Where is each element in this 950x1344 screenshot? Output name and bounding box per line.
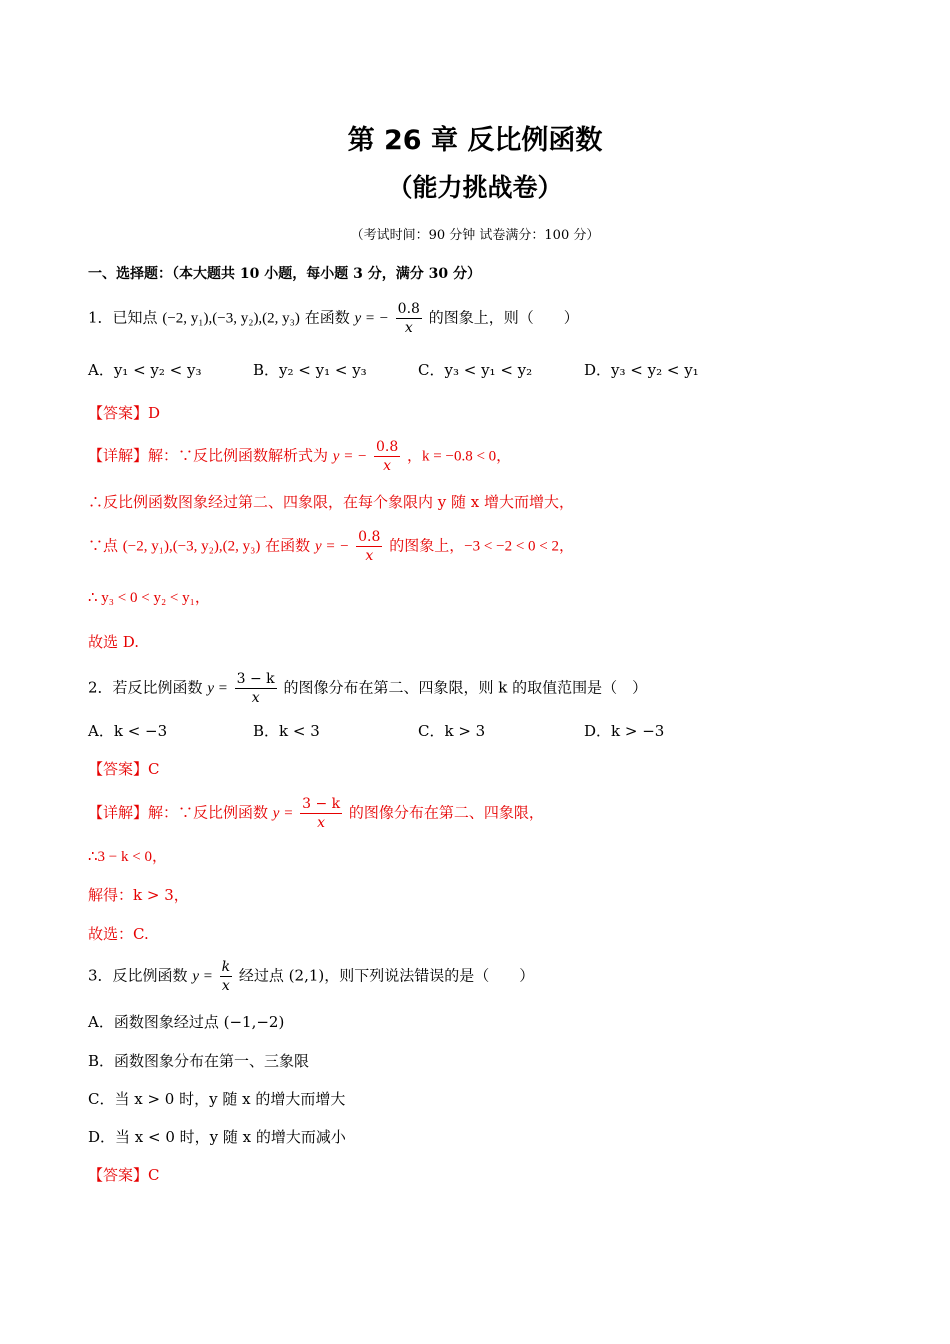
q1-detail-line-1 [88, 440, 511, 473]
q2-option-c: C．k > 3 [418, 722, 486, 740]
q2-fraction-numerator: 3 − k [236, 671, 275, 687]
q1-answer: 【答案】D [88, 404, 161, 422]
q1-option-d: D．y₃ < y₂ < y₁ [584, 361, 699, 379]
q3-fraction-numerator: k [221, 959, 231, 975]
q2-detail-line-3: 解得：k > 3， [88, 886, 189, 904]
q3-func-lhs: y = [192, 968, 213, 985]
q2-detail-line-4: 故选：C. [88, 925, 149, 943]
q1-fraction-numerator: 0.8 [397, 301, 420, 317]
q2-detail-suffix: 的图像分布在第二、四象限， [348, 803, 544, 822]
q1-suffix: 的图象上，则（ ） [428, 308, 579, 327]
question-3-stem [88, 960, 534, 993]
section-heading: 一、选择题：（本大题共 10 小题，每小题 3 分，满分 30 分） [88, 266, 481, 282]
q2-option-d: D．k > −3 [584, 722, 665, 740]
q3-fraction-denominator: x [221, 978, 230, 994]
q1-option-c: C．y₃ < y₁ < y₂ [418, 361, 533, 379]
q2-fraction-denominator: x [251, 690, 260, 706]
q1-fraction [396, 302, 422, 335]
q1-option-b: B．y₂ < y₁ < y₃ [253, 361, 367, 379]
q1-line3-prefix: ∵点 [88, 536, 119, 555]
q2-detail-func-lhs: y = [272, 805, 294, 822]
q2-detail-numerator: 3 − k [302, 796, 341, 812]
q1-detail-line-2: ∴反比例函数图象经过第二、四象限，在每个象限内 y 随 x 增大而增大， [88, 493, 575, 511]
q2-suffix: 的图像分布在第二、四象限，则 k 的取值范围是（ ） [283, 678, 648, 697]
q3-prefix: 3．反比例函数 [88, 966, 188, 985]
q1-detail-numerator: 0.8 [375, 439, 399, 455]
q1-detail-suffix: ，k = −0.8 < 0， [407, 448, 512, 465]
q1-line3-numerator: 0.8 [358, 529, 381, 545]
exam-meta: （考试时间：90 分钟 试卷满分：100 分） [350, 228, 600, 243]
q3-option-c: C．当 x > 0 时，y 随 x 的增大而增大 [88, 1090, 346, 1108]
q1-line3-mid: 在函数 [265, 536, 311, 555]
q1-mid: 在函数 [304, 308, 350, 327]
q1-detail-line-3 [88, 530, 574, 563]
q1-fraction-denominator: x [404, 320, 413, 336]
q1-func-lhs: y = − [354, 310, 389, 327]
q3-answer: 【答案】C [88, 1166, 160, 1184]
q2-option-a: A．k < −3 [88, 722, 168, 740]
q3-fraction [220, 960, 232, 993]
q3-suffix: 经过点 (2,1)，则下列说法错误的是（ ） [238, 966, 535, 985]
q1-line3-func-lhs: y = − [314, 538, 350, 555]
q1-detail-denominator: x [383, 458, 392, 474]
q2-detail-prefix: 【详解】解：∵反比例函数 [88, 803, 269, 822]
q1-detail-func-lhs: y = − [332, 448, 368, 465]
q1-detail-line-5: 故选 D. [88, 633, 140, 651]
chapter-title: 第 26 章 反比例函数 [347, 125, 603, 156]
q3-option-a: A．函数图象经过点 (−1,−2) [88, 1013, 285, 1031]
q3-option-b: B．函数图象分布在第一、三象限 [88, 1052, 310, 1070]
q1-line3-denominator: x [365, 548, 374, 564]
q2-option-b: B．k < 3 [253, 722, 320, 740]
q2-prefix: 2．若反比例函数 [88, 678, 203, 697]
question-2-stem [88, 672, 647, 705]
q3-option-d: D．当 x < 0 时，y 随 x 的增大而减小 [88, 1128, 346, 1146]
question-1-stem [88, 302, 579, 335]
q2-fraction [235, 672, 277, 705]
q2-detail-denominator: x [317, 815, 326, 831]
q2-detail-line-2: ∴3 − k < 0， [88, 849, 167, 865]
q1-line3-suffix: 的图象上，−3 < −2 < 0 < 2， [389, 538, 574, 555]
q2-func-lhs: y = [207, 680, 228, 697]
q1-detail-prefix: 【详解】解：∵反比例函数解析式为 [88, 446, 329, 465]
exam-subtitle: （能力挑战卷） [387, 173, 563, 202]
q1-line3-fraction [356, 530, 382, 563]
q1-line3-points: (−2, y₁),(−3, y₂),(2, y₃) [122, 538, 261, 555]
q2-answer: 【答案】C [88, 760, 160, 778]
q1-detail-line-4: ∴ y₃ < 0 < y₂ < y₁， [88, 590, 210, 606]
q1-points: (−2, y₁),(−3, y₂),(2, y₃) [162, 310, 300, 327]
q2-detail-line-1 [88, 797, 544, 830]
q1-prefix: 1．已知点 [88, 308, 158, 327]
q1-option-a: A．y₁ < y₂ < y₃ [88, 361, 202, 379]
q2-detail-fraction [300, 797, 342, 830]
q1-detail-fraction [374, 440, 400, 473]
